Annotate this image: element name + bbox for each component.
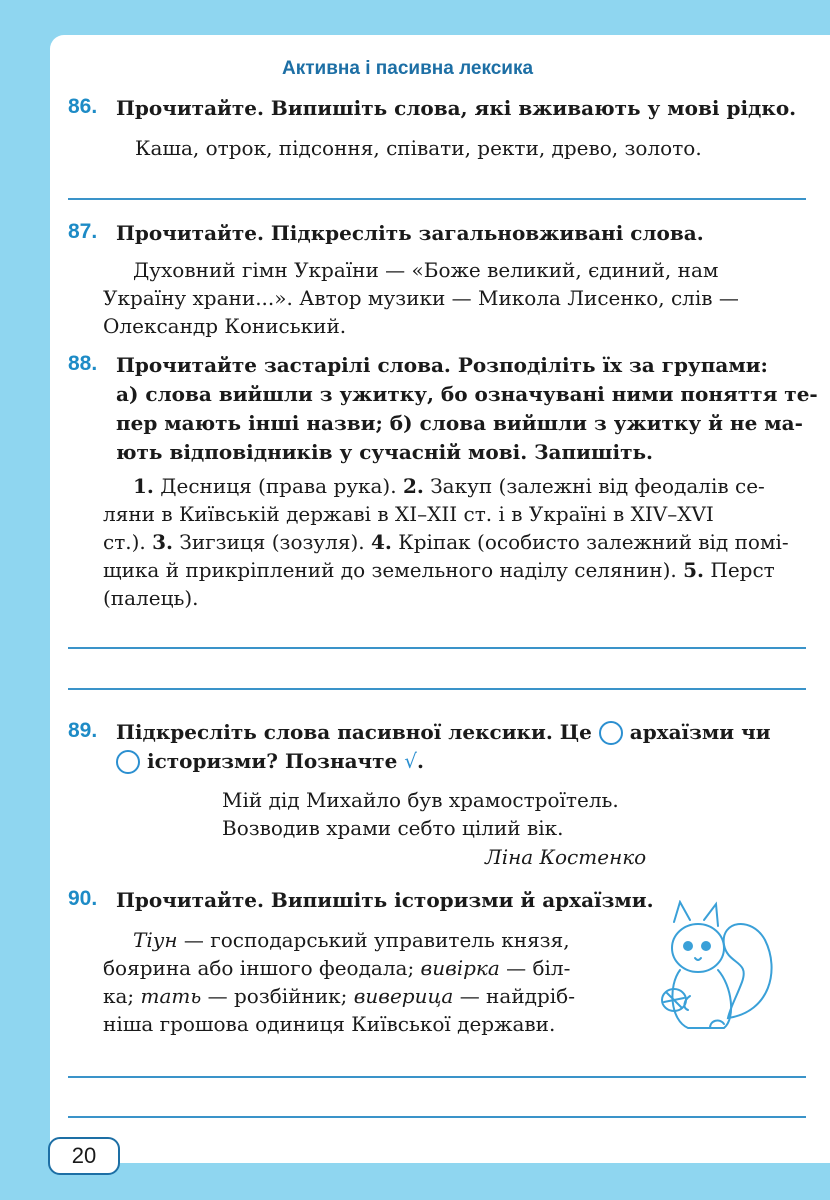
exercise-88-line-5: (палець). (103, 586, 199, 610)
exercise-87-line-1: Духовний гімн України — «Боже великий, єдиний, нам (133, 258, 719, 282)
exercise-86-number: 86. (68, 95, 98, 118)
exercise-88-task-line-1: Прочитайте застарілі слова. Розподіліть їх за групами: (116, 353, 768, 377)
exercise-87-line-3: Олександр Кониський. (103, 314, 347, 338)
exercise-87-task: Прочитайте. Підкресліть загальновживані слова. (116, 221, 704, 245)
exercise-88-task-line-3: пер мають інші назви; б) слова вийшли з ужитку й не ма- (116, 411, 803, 435)
exercise-88-number: 88. (68, 352, 98, 375)
historism-checkbox[interactable] (116, 750, 140, 774)
exercise-88-line-4: щика й прикріплений до земельного наділу селянин). 5. Перст (103, 558, 775, 582)
exercise-87-line-2: Україну храни...». Автор музики — Микола Лисенко, слів — (103, 286, 739, 310)
exercise-88-line-3: ст.). 3. Зигзиця (зозуля). 4. Кріпак (особисто залежний від помі- (103, 530, 789, 554)
answer-line (68, 1076, 806, 1078)
archaism-checkbox[interactable] (599, 721, 623, 745)
squirrel-illustration (640, 900, 790, 1040)
answer-line (68, 1116, 806, 1118)
exercise-88-line-2: ляни в Київській державі в XI–XII ст. і в Україні в XIV–XVI (103, 502, 714, 526)
exercise-90-line-2: боярина або іншого феодала; вивірка — біл- (103, 956, 571, 980)
exercise-90-line-4: ніша грошова одиниця Київської держави. (103, 1012, 556, 1036)
poem-line-2: Возводив храми себто цілий вік. (222, 816, 564, 840)
exercise-90-task: Прочитайте. Випишіть історизми й архаїзми. (116, 888, 654, 912)
exercise-88-task-line-4: ють відповідників у сучасній мові. Запишіть. (116, 440, 654, 464)
exercise-87-number: 87. (68, 220, 98, 243)
exercise-89-task-line-1: Підкресліть слова пасивної лексики. Це архаїзми чи (116, 720, 771, 744)
checkmark-icon: √ (404, 749, 418, 773)
exercise-89-number: 89. (68, 719, 98, 742)
exercise-90-line-1: Тіун — господарський управитель князя, (133, 928, 570, 952)
exercise-88-line-1: 1. Десниця (права рука). 2. Закуп (залежні від феодалів се- (133, 474, 765, 498)
exercise-90-line-3: ка; тать — розбійник; виверица — найдріб- (103, 984, 575, 1008)
answer-line (68, 688, 806, 690)
page-number: 20 (48, 1137, 120, 1175)
poem-author: Ліна Костенко (485, 845, 647, 869)
exercise-86-text: Каша, отрок, підсоння, співати, ректи, древо, золото. (135, 136, 702, 160)
exercise-90-number: 90. (68, 887, 98, 910)
exercise-88-task-line-2: а) слова вийшли з ужитку, бо означувані ними поняття те- (116, 382, 818, 406)
section-title: Активна і пасивна лексика (282, 58, 534, 79)
poem-line-1: Мій дід Михайло був храмостроїтель. (222, 788, 619, 812)
answer-line (68, 647, 806, 649)
answer-line (68, 198, 806, 200)
exercise-89-task-line-2: історизми? Позначте √. (116, 747, 424, 776)
exercise-86-task: Прочитайте. Випишіть слова, які вживають у мові рідко. (116, 96, 797, 120)
